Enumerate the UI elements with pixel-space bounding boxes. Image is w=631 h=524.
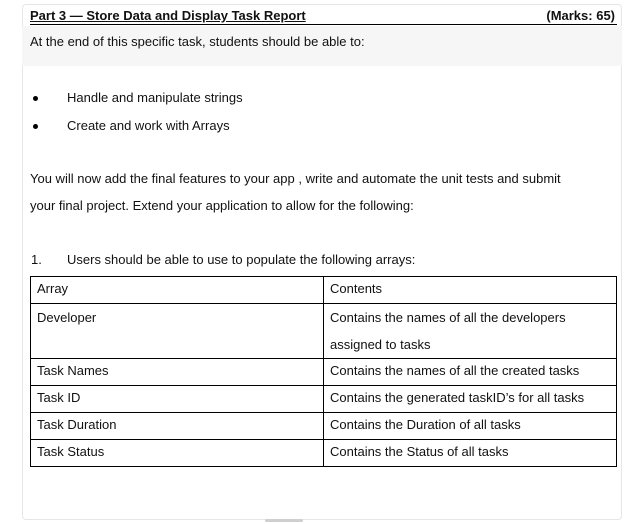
marks-label: (Marks: 65) (546, 8, 615, 23)
table-cell-contents: Contains the Status of all tasks (324, 440, 617, 467)
objective-item: Handle and manipulate strings (67, 90, 243, 105)
scroll-handle[interactable] (265, 519, 303, 522)
step-number: 1. (31, 252, 42, 267)
intro-text: At the end of this specific task, students should be able to: (30, 34, 365, 49)
section-title: Part 3 — Store Data and Display Task Report (30, 8, 306, 23)
table-cell-contents: Contains the Duration of all tasks (324, 413, 617, 440)
table-cell-contents: Contains the generated taskID’s for all tasks (324, 386, 617, 413)
paragraph-line: your final project. Extend your application to allow for the following: (30, 198, 414, 213)
contents-line: Contains the names of all the developers (330, 310, 566, 325)
table-header-cell: Contents (324, 277, 617, 304)
table-cell-contents: Contains the names of all the created tasks (324, 359, 617, 386)
objective-item: Create and work with Arrays (67, 118, 230, 133)
bullet-icon (33, 124, 38, 129)
table-row (31, 386, 617, 413)
paragraph-line: You will now add the final features to your app , write and automate the unit tests and submit (30, 171, 561, 186)
step-text: Users should be able to use to populate the following arrays: (67, 252, 416, 267)
table-header-row (31, 277, 617, 304)
bullet-icon (33, 96, 38, 101)
table-cell-array: Task ID (31, 386, 324, 413)
table-cell-array: Developer (31, 304, 324, 359)
table-row (31, 359, 617, 386)
section-header (30, 8, 617, 25)
table-cell-array: Task Names (31, 359, 324, 386)
table-cell-contents (324, 304, 617, 359)
table-cell-array: Task Duration (31, 413, 324, 440)
table-row (31, 413, 617, 440)
table-row (31, 440, 617, 467)
table-cell-array: Task Status (31, 440, 324, 467)
arrays-table (30, 276, 617, 467)
table-row (31, 304, 617, 359)
table-header-cell: Array (31, 277, 324, 304)
contents-line: assigned to tasks (330, 337, 431, 352)
